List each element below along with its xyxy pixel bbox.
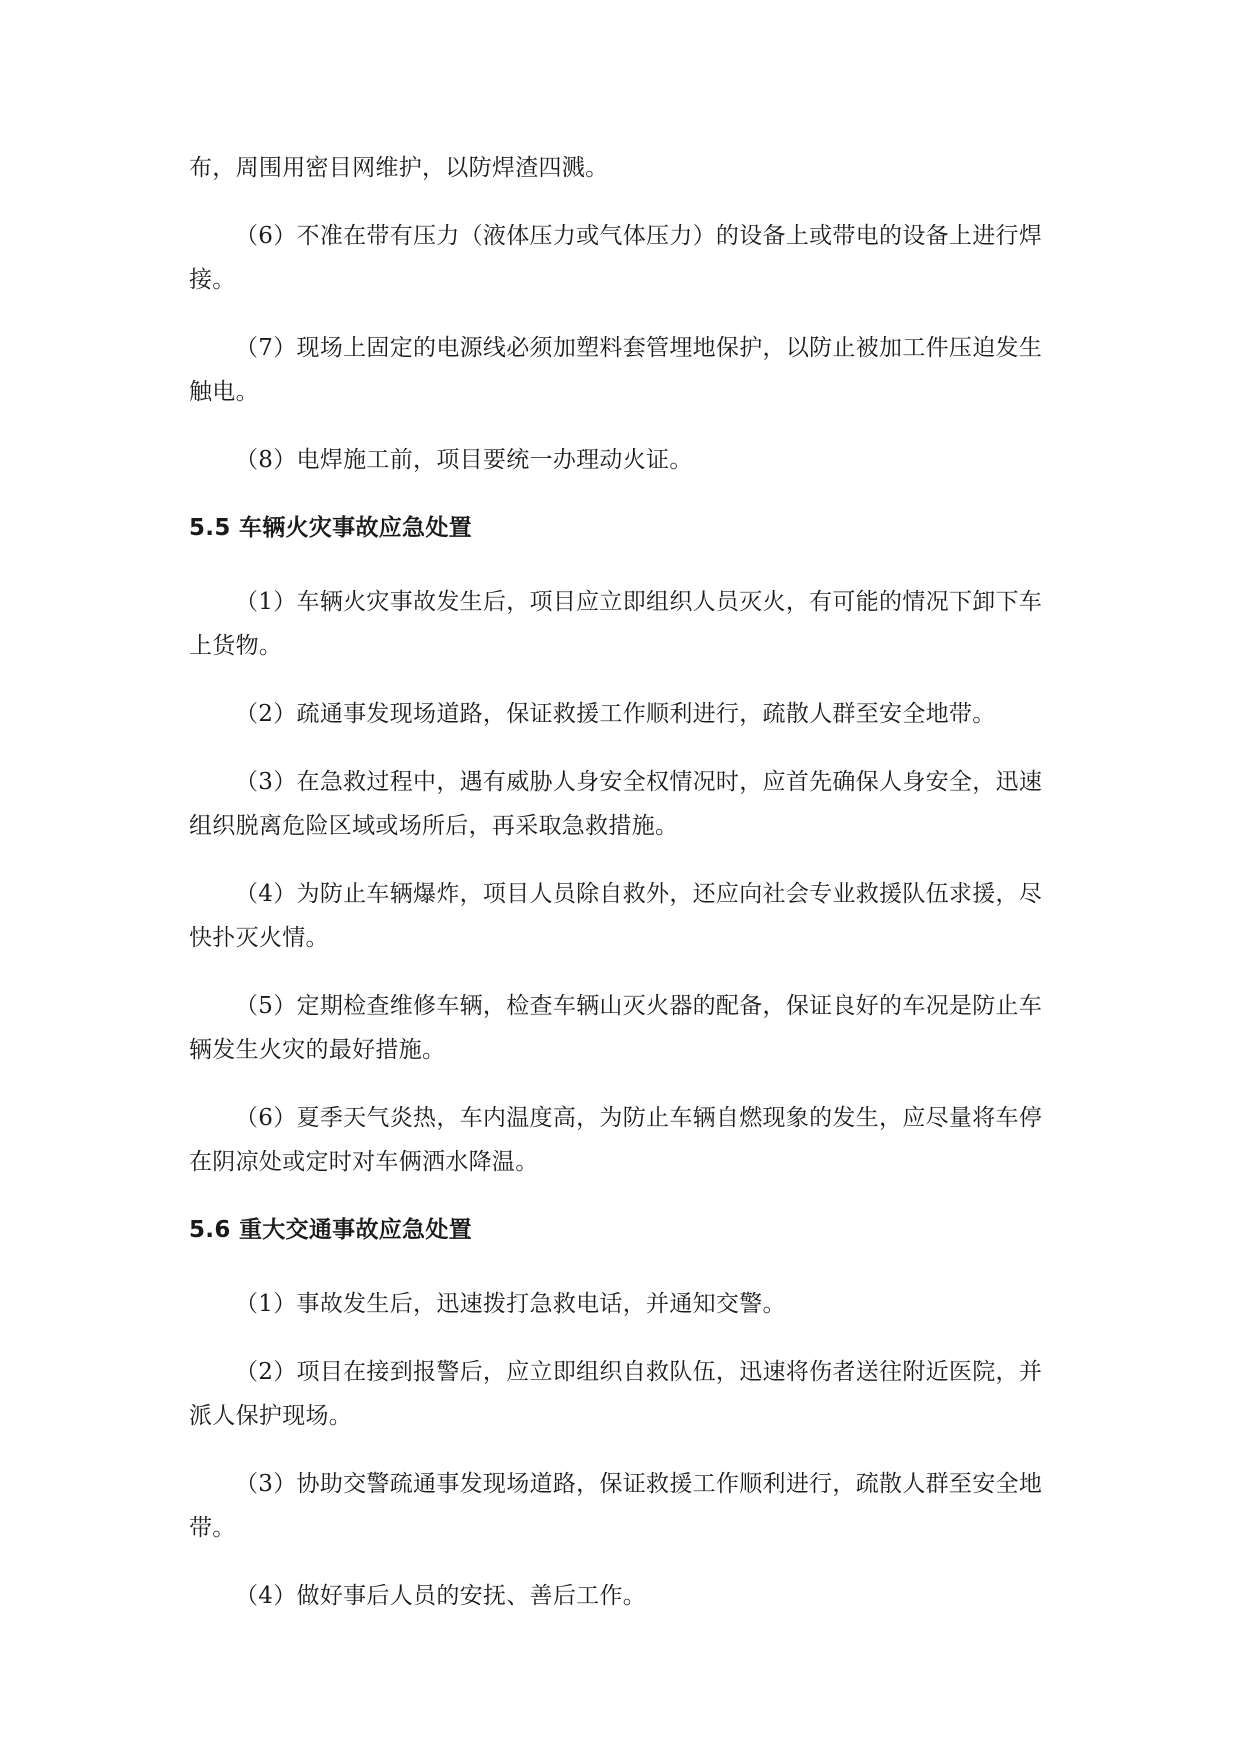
paragraph-traffic-3: （3）协助交警疏通事发现场道路，保证救援工作顺利进行，疏散人群至安全地带。 [189, 1471, 1043, 1541]
paragraph-welding-7: （7）现场上固定的电源线必须加塑料套管埋地保护，以防止被加工件压迫发生触电。 [189, 335, 1043, 405]
paragraph-vehicle-fire-1: （1）车辆火灾事故发生后，项目应立即组织人员灭火，有可能的情况下卸下车上货物。 [189, 589, 1043, 659]
section-heading-5-6: 5.6 重大交通事故应急处置 [189, 1217, 472, 1243]
paragraph-traffic-2: （2）项目在接到报警后，应立即组织自救队伍，迅速将伤者送往附近医院，并派人保护现场。 [189, 1359, 1043, 1429]
paragraph-traffic-4: （4）做好事后人员的安抚、善后工作。 [235, 1583, 647, 1609]
paragraph-vehicle-fire-6: （6）夏季天气炎热，车内温度高，为防止车辆自燃现象的发生，应尽量将车停在阴凉处或定时对车俩洒水降温。 [189, 1105, 1043, 1175]
paragraph-traffic-1: （1）事故发生后，迅速拨打急救电话，并通知交警。 [235, 1291, 786, 1317]
paragraph-welding-8: （8）电焊施工前，项目要统一办理动火证。 [235, 447, 693, 473]
section-heading-5-5: 5.5 车辆火灾事故应急处置 [189, 515, 472, 541]
paragraph-vehicle-fire-3: （3）在急救过程中，遇有威胁人身安全权情况时，应首先确保人身安全，迅速组织脱离危险区域或场所后，再采取急救措施。 [189, 769, 1043, 839]
document-body [189, 146, 1055, 1642]
paragraph-welding-cover: 布，周围用密目网维护，以防焊渣四溅。 [189, 155, 609, 181]
paragraph-vehicle-fire-4: （4）为防止车辆爆炸，项目人员除自救外，还应向社会专业救援队伍求援，尽快扑灭火情。 [189, 881, 1043, 951]
paragraph-vehicle-fire-2: （2）疏通事发现场道路，保证救援工作顺利进行，疏散人群至安全地带。 [235, 701, 996, 727]
paragraph-vehicle-fire-5: （5）定期检查维修车辆，检查车辆山灭火器的配备，保证良好的车况是防止车辆发生火灾的最好措施。 [189, 993, 1043, 1063]
paragraph-welding-6: （6）不准在带有压力（液体压力或气体压力）的设备上或带电的设备上进行焊接。 [189, 223, 1043, 293]
